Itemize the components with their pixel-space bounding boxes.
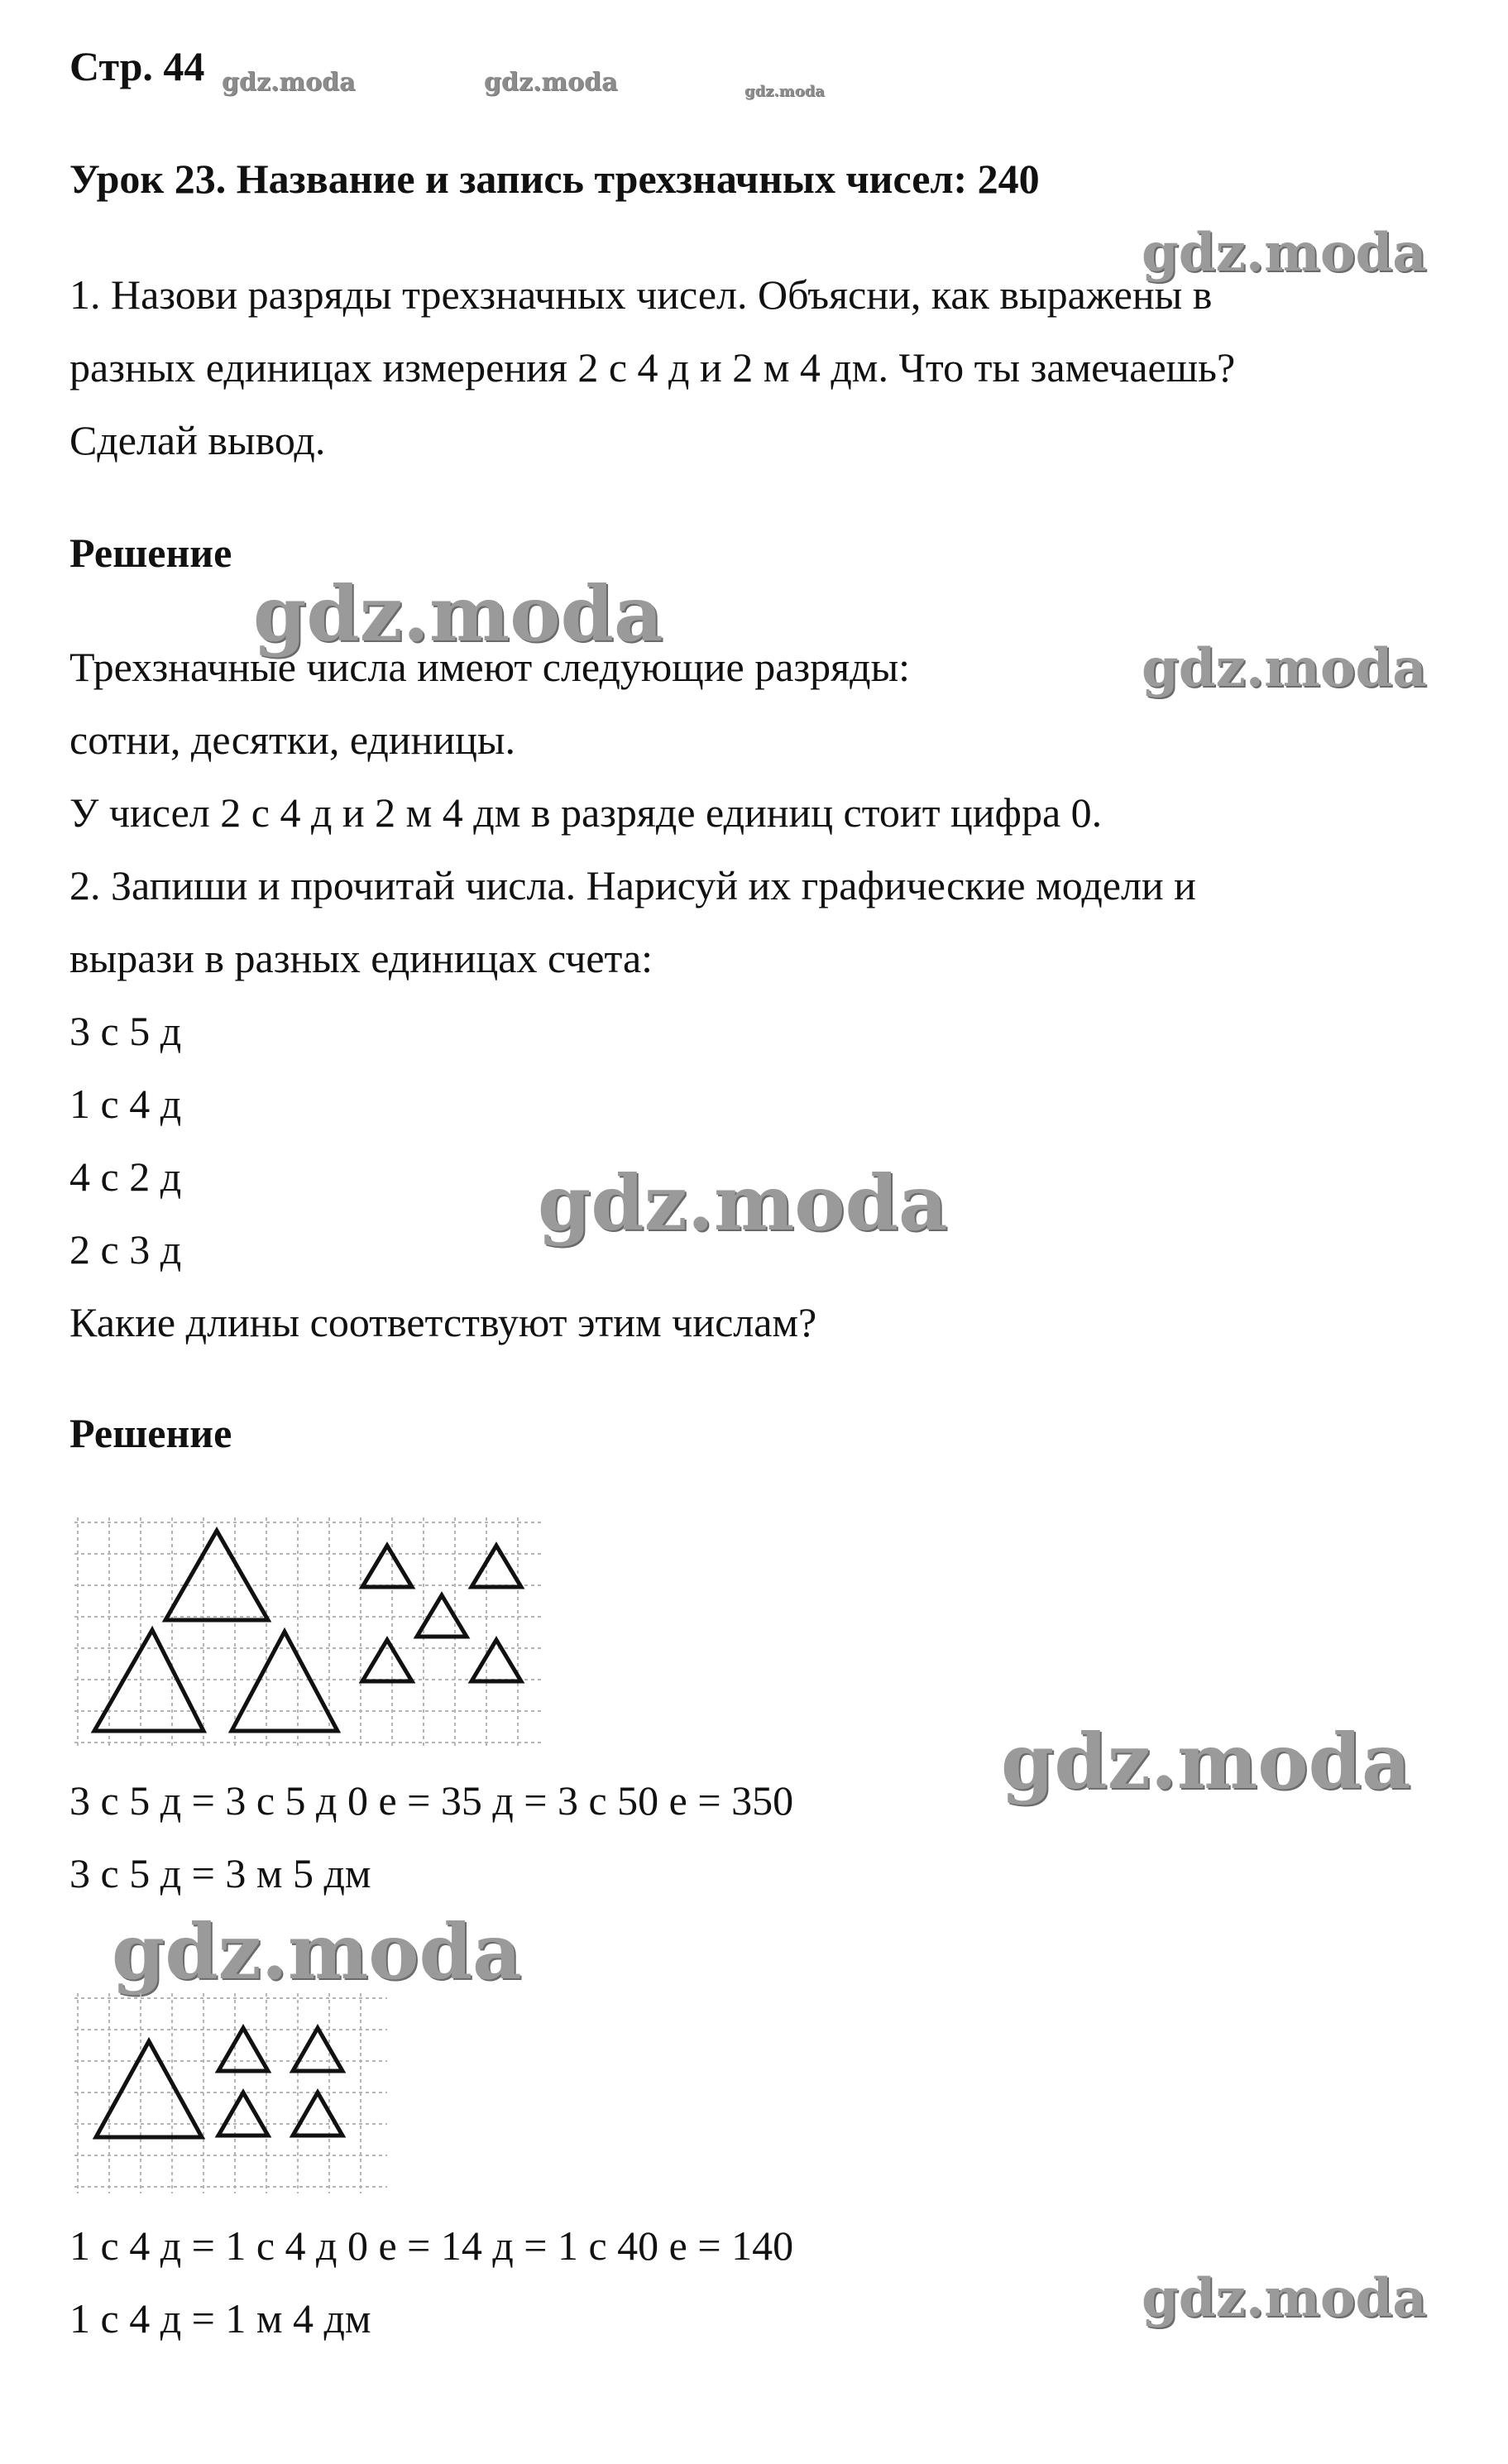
ten-triangle	[293, 2092, 342, 2136]
hundred-triangle	[165, 1531, 268, 1620]
watermark: gdz.moda	[1142, 2267, 1427, 2329]
watermark: gdz.moda	[1142, 222, 1427, 284]
solution-heading: Решение	[69, 1410, 232, 1456]
solution1-line: Трехзначные числа имеют следующие разряды:	[69, 644, 911, 690]
task2-line: 4 с 2 д	[69, 1153, 182, 1200]
watermark: gdz.moda	[112, 1907, 522, 1997]
watermark: gdz.moda	[222, 68, 356, 97]
watermark: gdz.moda	[1001, 1717, 1411, 1806]
graphic-model-140	[69, 1990, 392, 2197]
result-line: 1 с 4 д = 1 м 4 дм	[69, 2295, 371, 2342]
grid	[74, 1517, 544, 1749]
result-line: 3 с 5 д = 3 с 5 д 0 е = 35 д = 3 с 50 е = 350	[69, 1777, 794, 1824]
task2-line: вырази в разных единицах счета:	[69, 935, 653, 981]
ten-triangle	[218, 2092, 268, 2136]
task2-line: 3 с 5 д	[69, 1008, 182, 1054]
ten-triangle	[218, 2028, 268, 2071]
watermark: gdz.moda	[484, 68, 618, 97]
task2-line: 1 с 4 д	[69, 1081, 182, 1127]
task2-line: 2 с 3 д	[69, 1226, 182, 1273]
ten-triangle	[472, 1546, 521, 1587]
hundred-triangle	[232, 1632, 338, 1731]
solution-heading: Решение	[69, 530, 232, 576]
ten-triangle	[293, 2028, 342, 2071]
page-header: Стр. 44	[69, 43, 205, 89]
task2-line: Какие длины соответствуют этим числам?	[69, 1299, 817, 1345]
ten-triangle	[362, 1546, 412, 1587]
watermark: gdz.moda	[253, 569, 663, 659]
task1-line: Сделай вывод.	[69, 417, 326, 463]
watermark: gdz.moda	[538, 1158, 948, 1248]
watermark: gdz.moda	[744, 83, 825, 100]
graphic-model-350	[69, 1514, 549, 1754]
ten-triangle	[362, 1640, 412, 1681]
lesson-title: Урок 23. Название и запись трехзначных чисел: 240	[69, 156, 1040, 202]
ten-triangle	[472, 1640, 521, 1681]
result-line: 1 с 4 д = 1 с 4 д 0 е = 14 д = 1 с 40 е = 140	[69, 2222, 794, 2269]
task1-line: 1. Назови разряды трехзначных чисел. Объясни, как выражены в	[69, 271, 1213, 318]
task2-line: 2. Запиши и прочитай числа. Нарисуй их графические модели и	[69, 862, 1196, 908]
solution1-line: сотни, десятки, единицы.	[69, 717, 515, 763]
hundred-triangle	[96, 2041, 202, 2137]
task1-line: разных единицах измерения 2 с 4 д и 2 м 4 дм. Что ты замечаешь?	[69, 344, 1236, 391]
solution1-line: У чисел 2 с 4 д и 2 м 4 дм в разряде единиц стоит цифра 0.	[69, 789, 1103, 836]
watermark: gdz.moda	[1142, 637, 1427, 699]
result-line: 3 с 5 д = 3 м 5 дм	[69, 1850, 371, 1896]
